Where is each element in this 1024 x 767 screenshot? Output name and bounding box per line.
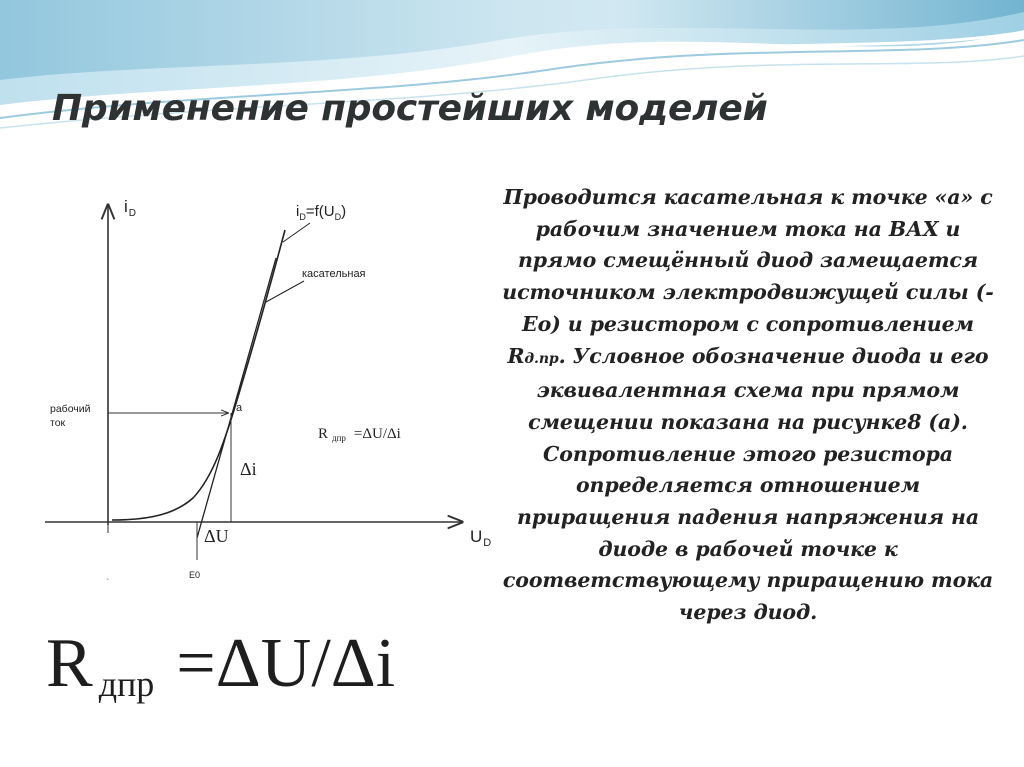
slide-title: Применение простейших моделей — [52, 88, 768, 129]
tangent-label: касательная — [302, 268, 366, 280]
curve-label: $i_D=f(U_D)$ — [296, 203, 347, 222]
formula-r: R — [46, 625, 93, 702]
resistance-formula — [46, 614, 395, 724]
working-current-label-2: ток — [50, 417, 66, 429]
y-axis-label: $i_D$ — [124, 197, 137, 219]
delta-u-label: ΔU — [204, 526, 229, 546]
x-axis-label: $U_D$ — [470, 527, 492, 549]
working-current-label: рабочий — [50, 403, 91, 415]
diode-iv-diagram — [0, 150, 520, 600]
description-text — [498, 182, 998, 629]
description-part2: . Условное обозначение диода и его эквивалентная схема при прямом смещении показана на рисунке8 (а). Сопротивление этого резистора определяется отношением приращения падения напряжения на диоде в рабочей точке к соответствующему приращению тока через диод. — [502, 343, 994, 625]
formula-rest: =ΔU/Δi — [176, 625, 396, 702]
inline-formula: R $_{дпр}$ =ΔU/Δi — [318, 426, 401, 443]
delta-i-label: Δi — [240, 459, 257, 479]
description-part1: Проводится касательная к точке «а» с рабочим значением тока на ВАХ и прямо смещённый диод замещается источником электродвижущей силы (-Ео) и резистором с сопротивлением R — [502, 185, 994, 368]
point-a-label: a — [236, 402, 243, 414]
description-r-sub: д.пр — [524, 350, 559, 367]
formula-box — [36, 608, 516, 720]
formula-sub: дпр — [98, 664, 155, 704]
svg-text:`: ` — [106, 578, 110, 589]
e0-label: E0 — [189, 570, 201, 580]
